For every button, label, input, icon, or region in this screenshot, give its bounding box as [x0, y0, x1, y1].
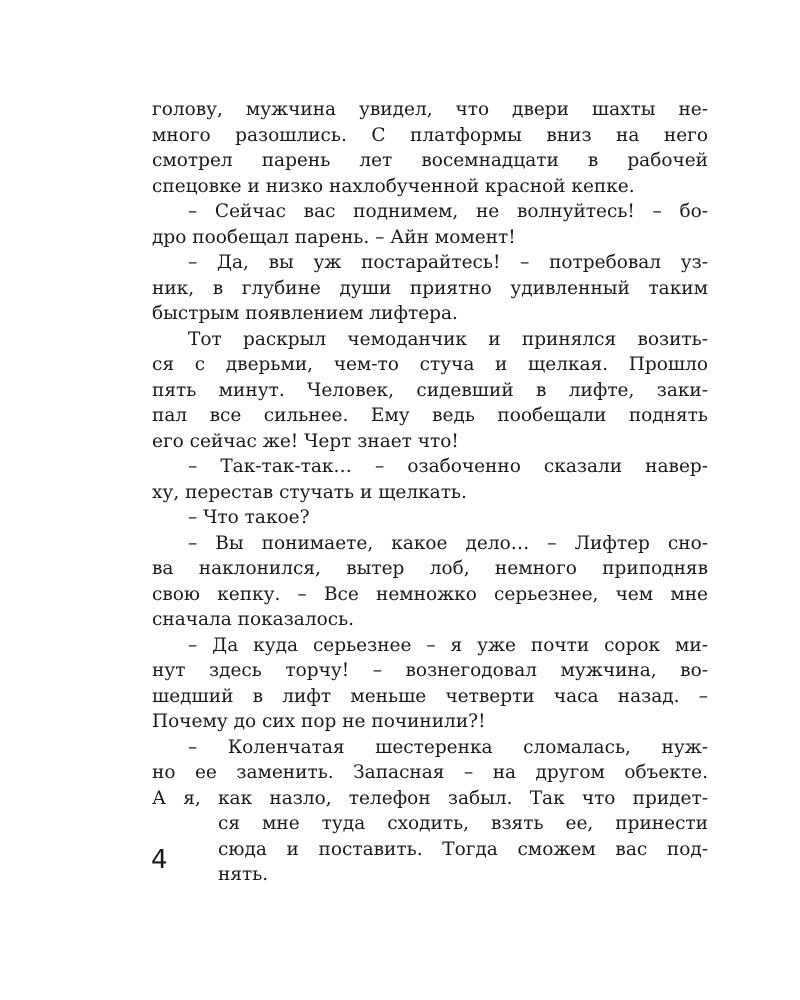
text-line: сначала показалось. [152, 609, 355, 630]
text-line: – Коленчатая шестеренка сломалась, нуж- [188, 736, 708, 758]
text-line: сюда и поставить. Тогда сможем вас под- [218, 838, 708, 860]
text-line: пять минут. Человек, сидевший в лифте, заки- [152, 379, 708, 401]
text-line: ник, в глубине души приятно удивленный таким [152, 277, 708, 299]
text-line: пал все сильнее. Ему ведь пообещали поднять [152, 405, 708, 426]
text-line: А я, как назло, телефон забыл. Так что придет- [152, 787, 708, 809]
text-line: ва наклонился, вытер лоб, немного приподняв [152, 558, 708, 579]
text-line: шедший в лифт меньше четверти часа назад. – [152, 685, 708, 707]
text-line: много разошлись. С платформы вниз на него [152, 124, 708, 146]
text-line: ся мне туда сходить, взять ее, принести [218, 813, 708, 834]
text-line: – Что такое? [188, 507, 310, 528]
text-line: смотрел парень лет восемнадцати в рабочей [152, 150, 708, 171]
text-line: – Сейчас вас поднимем, не волнуйтесь! – бо- [188, 201, 708, 222]
body-text [152, 97, 708, 888]
text-line: ся с дверьми, чем-то стуча и щелкая. Прошло [152, 354, 708, 375]
text-line: спецовке и низко нахлобученной красной кепке. [152, 175, 635, 197]
text-line: свою кепку. – Все немножко серьезнее, чем мне [152, 583, 708, 605]
text-line: – Да, вы уж постарайтесь! – потребовал уз- [188, 252, 708, 273]
text-line: нут здесь торчу! – вознегодовал мужчина, во- [152, 660, 708, 681]
text-line: – Да куда серьезнее – я уже почти сорок ми- [188, 634, 708, 656]
text-line: ху, перестав стучать и щелкать. [152, 481, 467, 503]
text-line: – Вы понимаете, какое дело… – Лифтер сно- [188, 532, 708, 554]
text-line: Тот раскрыл чемоданчик и принялся возить- [188, 328, 708, 350]
page-number: 4 [151, 845, 168, 875]
text-line: быстрым появлением лифтера. [152, 303, 458, 324]
text-line: голову, мужчина увидел, что двери шахты не- [152, 99, 708, 120]
text-line: Почему до сих пор не починили?! [152, 711, 486, 732]
text-line: но ее заменить. Запасная – на другом объекте. [152, 762, 708, 783]
text-line: – Так-так-так… – озабоченно сказали навер- [188, 456, 708, 477]
text-line: дро пообещал парень. – Айн момент! [152, 226, 516, 248]
text-line: нять. [218, 864, 269, 885]
text-line: его сейчас же! Черт знает что! [152, 430, 459, 452]
